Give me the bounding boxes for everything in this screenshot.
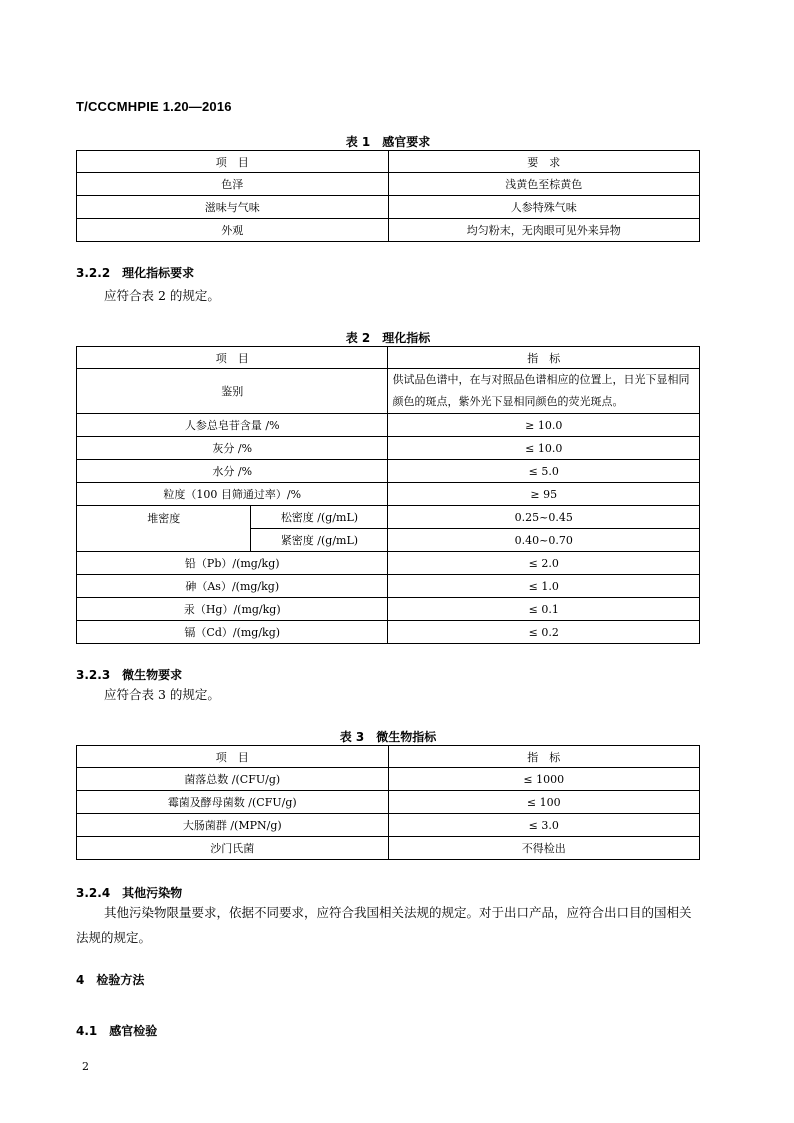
- table1-value: 均匀粉末，无肉眼可见外来异物: [388, 219, 700, 242]
- table2-col-item: 项 目: [77, 347, 388, 369]
- table3-item: 沙门氏菌: [77, 837, 389, 860]
- table3-caption: 表 3 微生物指标: [339, 730, 437, 744]
- table3-item: 霉菌及酵母菌数 /(CFU/g): [77, 791, 389, 814]
- table-row: [77, 768, 700, 791]
- table2-value: ≤ 10.0: [388, 437, 700, 460]
- table2-item: 砷（As）/(mg/kg): [77, 575, 388, 598]
- table3-value: ≤ 3.0: [388, 814, 700, 837]
- table-row: [77, 414, 700, 437]
- table2-value: ≤ 0.1: [388, 598, 700, 621]
- table2-value: ≤ 1.0: [388, 575, 700, 598]
- section-3-2-3-text: 应符合表 3 的规定。: [104, 687, 220, 702]
- table1-value: 浅黄色至棕黄色: [388, 173, 700, 196]
- table2-item: 镉（Cd）/(mg/kg): [77, 621, 388, 644]
- section-3-2-3-heading: 3.2.3 微生物要求: [76, 668, 183, 682]
- table2-value: ≤ 5.0: [388, 460, 700, 483]
- table2-density-loose-label: 松密度 /(g/mL): [251, 506, 388, 529]
- table1-value: 人参特殊气味: [388, 196, 700, 219]
- table-row: [77, 369, 700, 414]
- table3-item: 菌落总数 /(CFU/g): [77, 768, 389, 791]
- table3-microbiological: [76, 745, 700, 860]
- table3-value: ≤ 1000: [388, 768, 700, 791]
- table1-col-requirement: 要 求: [388, 151, 700, 173]
- table3-col-item: 项 目: [77, 746, 389, 768]
- table-row: [77, 173, 700, 196]
- table-row: [77, 483, 700, 506]
- table1-caption: 表 1 感官要求: [345, 135, 431, 149]
- table1-sensory-requirements: [76, 150, 700, 242]
- table-row: [77, 814, 700, 837]
- table-row: [77, 791, 700, 814]
- table-row: [77, 837, 700, 860]
- table1-header-row: [77, 151, 700, 173]
- table2-value: ≤ 0.2: [388, 621, 700, 644]
- table2-density-tap-label: 紧密度 /(g/mL): [251, 529, 388, 552]
- table-row: [77, 460, 700, 483]
- table-row: [77, 552, 700, 575]
- table2-col-index: 指 标: [388, 347, 700, 369]
- table2-item: 粒度（100 目筛通过率）/%: [77, 483, 388, 506]
- table-row: [77, 575, 700, 598]
- table-row: [77, 506, 700, 529]
- section-4-1-heading: 4.1 感官检验: [76, 1024, 158, 1038]
- table1-item: 滋味与气味: [77, 196, 389, 219]
- table3-col-index: 指 标: [388, 746, 700, 768]
- table2-density-loose-value: 0.25~0.45: [388, 506, 700, 529]
- section-4-heading: 4 检验方法: [76, 973, 145, 987]
- standard-code: T/CCCMHPIE 1.20—2016: [76, 99, 232, 114]
- table2-value: ≥ 10.0: [388, 414, 700, 437]
- table-row: [77, 621, 700, 644]
- table2-density-tap-value: 0.40~0.70: [388, 529, 700, 552]
- table-row: [77, 437, 700, 460]
- section-3-2-4-heading: 3.2.4 其他污染物: [76, 886, 183, 900]
- table1-item: 色泽: [77, 173, 389, 196]
- section-3-2-4-text: 其他污染物限量要求，依据不同要求，应符合我国相关法规的规定。对于出口产品，应符合出口目的国相关法规的规定。: [76, 905, 692, 945]
- table-row: [77, 598, 700, 621]
- table2-caption: 表 2 理化指标: [345, 331, 431, 345]
- table-row: [77, 219, 700, 242]
- section-3-2-2-text: 应符合表 2 的规定。: [104, 288, 220, 303]
- table2-item: 铅（Pb）/(mg/kg): [77, 552, 388, 575]
- table3-item: 大肠菌群 /(MPN/g): [77, 814, 389, 837]
- table2-value: ≥ 95: [388, 483, 700, 506]
- table2-physicochemical: [76, 346, 700, 644]
- page-number: 2: [82, 1060, 89, 1073]
- section-3-2-2-heading: 3.2.2 理化指标要求: [76, 266, 195, 280]
- table3-header-row: [77, 746, 700, 768]
- table2-item: 灰分 /%: [77, 437, 388, 460]
- table-row: [77, 196, 700, 219]
- table3-value: 不得检出: [388, 837, 700, 860]
- table1-item: 外观: [77, 219, 389, 242]
- table2-header-row: [77, 347, 700, 369]
- table2-value: ≤ 2.0: [388, 552, 700, 575]
- table3-value: ≤ 100: [388, 791, 700, 814]
- table2-item: 人参总皂苷含量 /%: [77, 414, 388, 437]
- table1-col-item: 项 目: [77, 151, 389, 173]
- table2-value: 供试品色谱中，在与对照品色谱相应的位置上，日光下显相同颜色的斑点，紫外光下显相同颜色的荧光斑点。: [388, 369, 700, 414]
- table2-density-label: 堆密度: [77, 506, 251, 552]
- table2-item: 鉴别: [77, 369, 388, 414]
- table2-item: 水分 /%: [77, 460, 388, 483]
- table2-item: 汞（Hg）/(mg/kg): [77, 598, 388, 621]
